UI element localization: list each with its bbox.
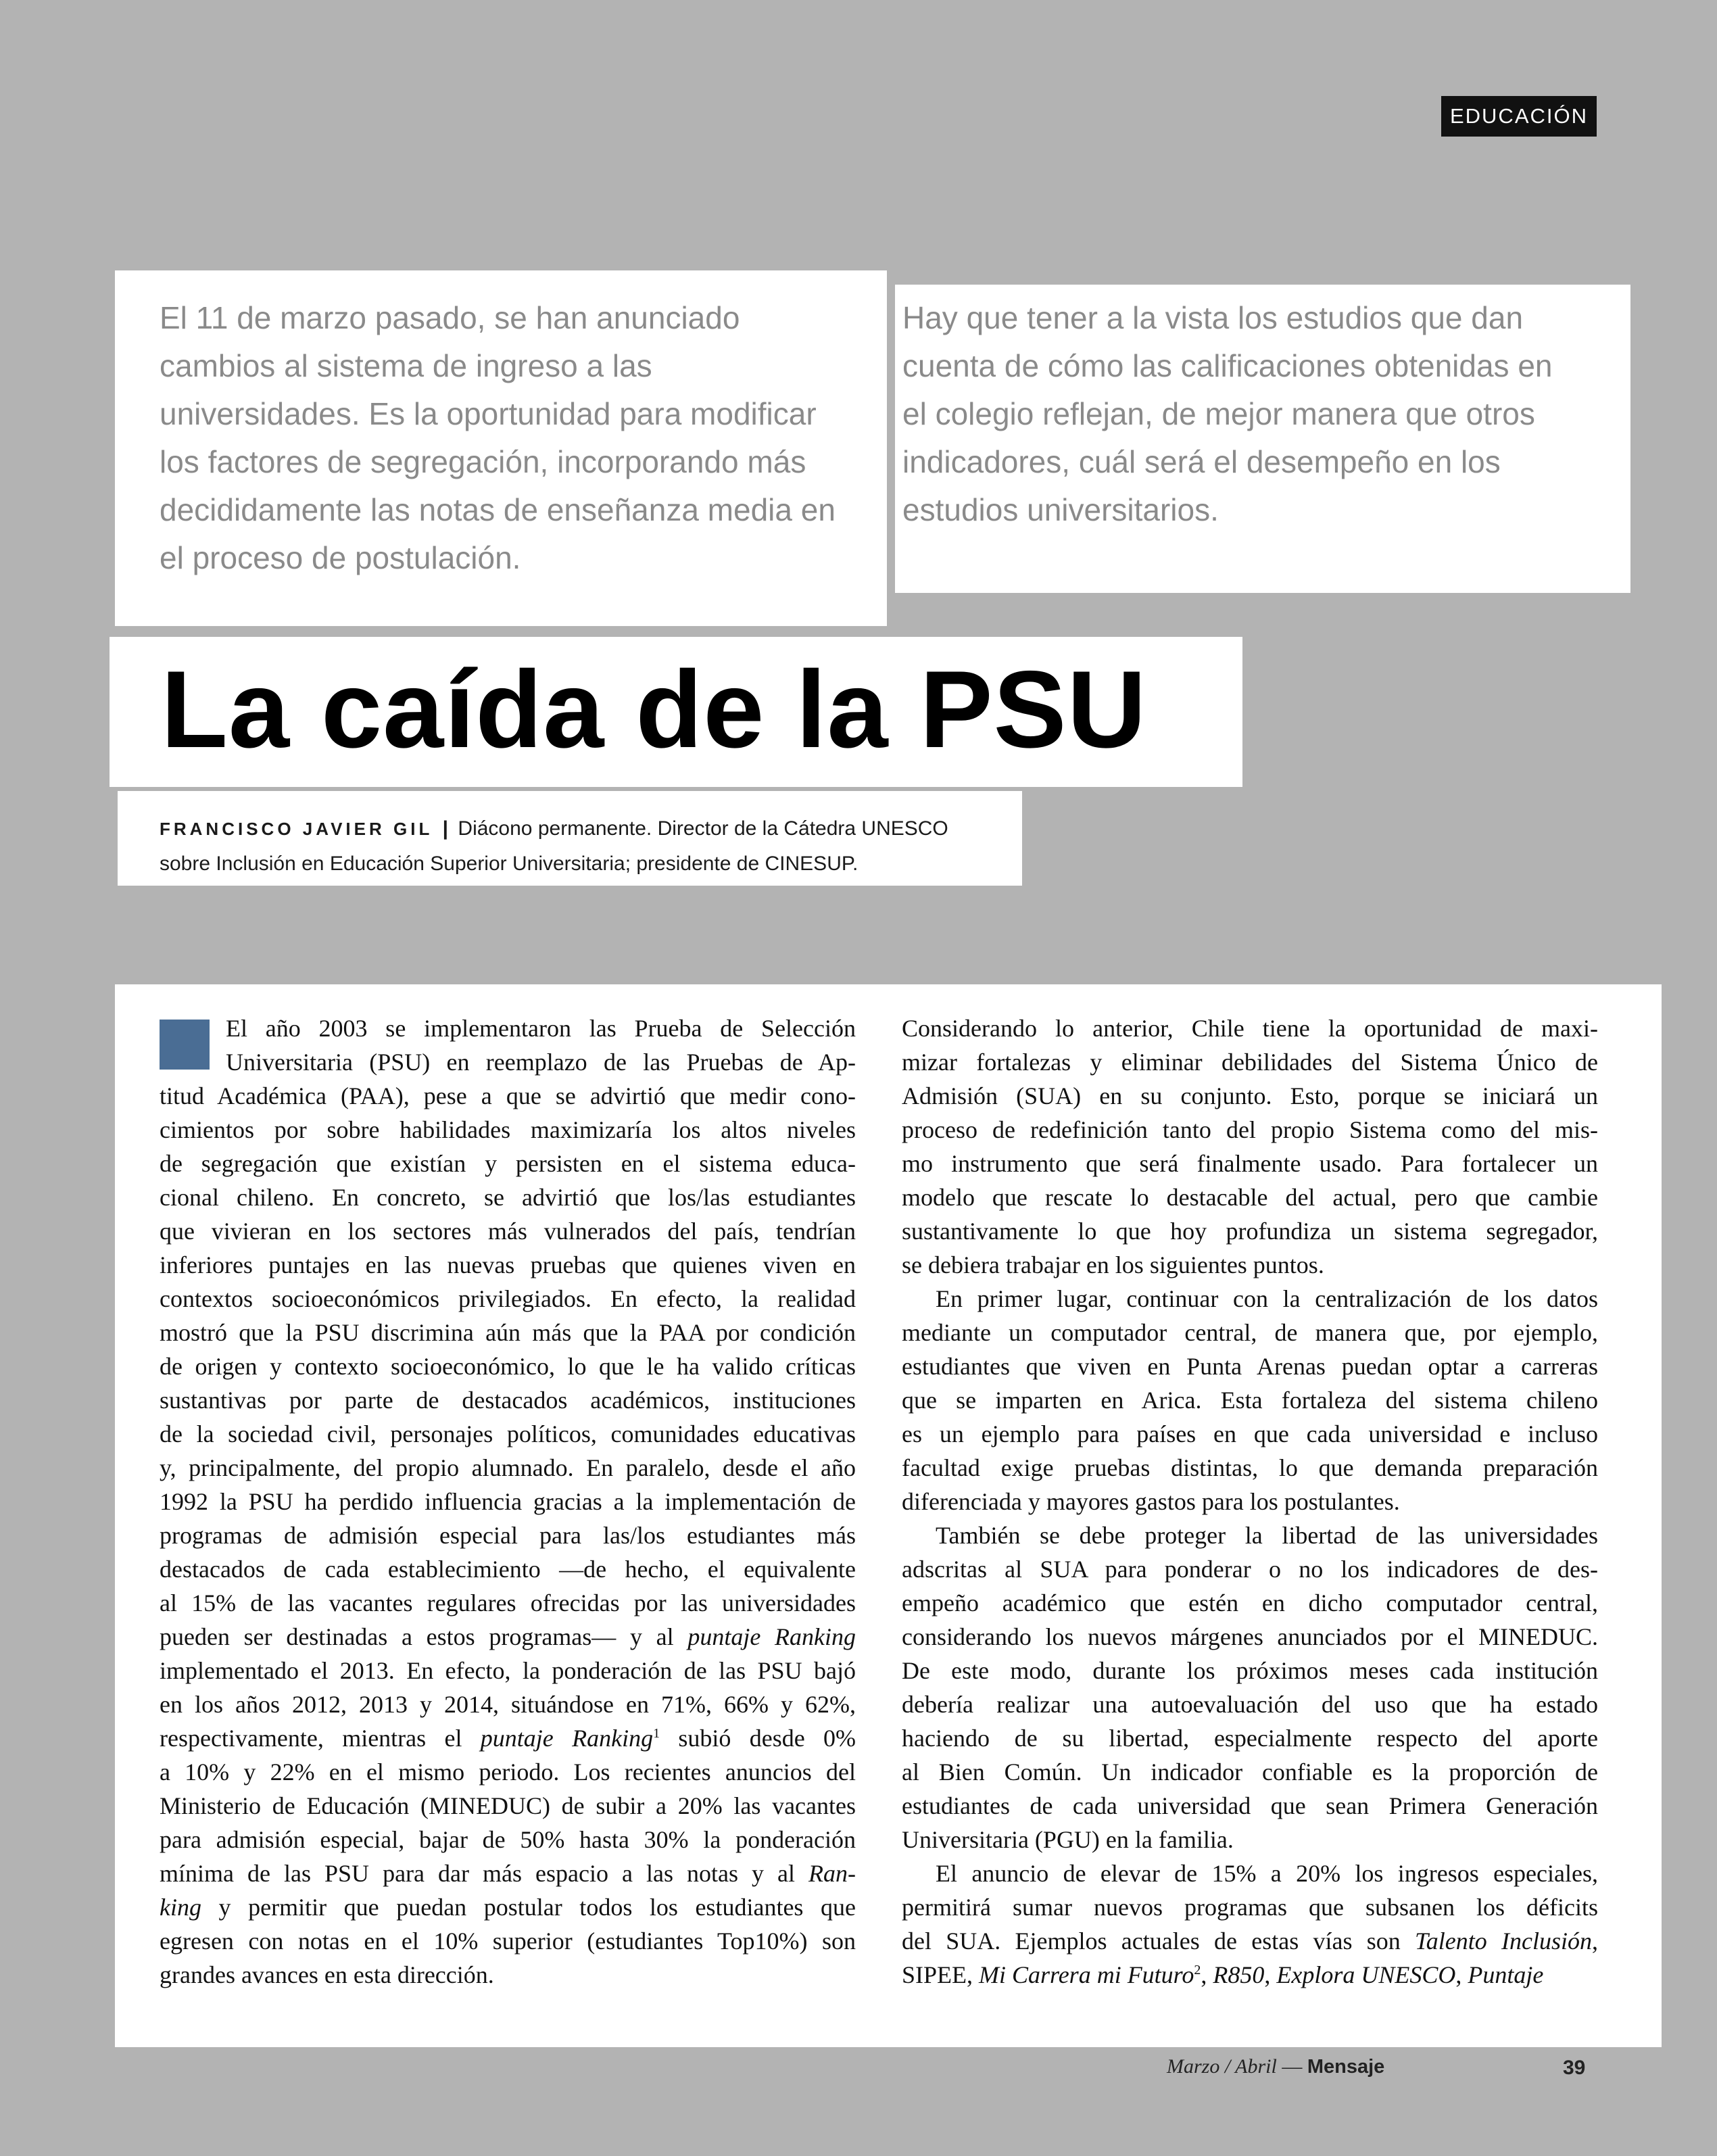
body-text-line: considerando los nuevos márgenes anunciados por el MINEDUC. — [902, 1623, 1598, 1650]
body-text-line: respectivamente, mientras el puntaje Ranking$^1$ subió desde 0% — [160, 1725, 856, 1752]
body-text-line: destacados de cada establecimiento —de hecho, el equivalente — [160, 1556, 856, 1583]
body-text-line: debería realizar una autoevaluación del uso que ha estado — [902, 1691, 1598, 1718]
byline-separator: | — [442, 817, 449, 840]
footer-dash: — — [1282, 2055, 1303, 2078]
body-text-line: y, principalmente, del propio alumnado. En paralelo, desde el año — [160, 1454, 856, 1481]
body-text-line: mínima de las PSU para dar más espacio a las notas y al Ran- — [160, 1860, 856, 1887]
issue-date: Marzo / Abril — [1167, 2055, 1277, 2078]
body-text-line: Admisión (SUA) en su conjunto. Esto, porque se iniciará un — [902, 1082, 1598, 1109]
body-text-line: 1992 la PSU ha perdido influencia gracias a la implementación de — [160, 1488, 856, 1515]
pull-quote-line: el colegio reflejan, de mejor manera que otros — [902, 396, 1535, 431]
pull-quote-line: el proceso de postulación. — [160, 540, 521, 575]
title-box — [110, 637, 1242, 787]
pull-quote-right — [895, 285, 1630, 593]
body-text-line: estudiantes de cada universidad que sean Primera Generación — [902, 1792, 1598, 1819]
body-text-line: facultad exige pruebas distintas, lo que demanda preparación — [902, 1454, 1598, 1481]
body-text-line: sustantivamente lo que hoy profundiza un sistema segregador, — [902, 1218, 1598, 1245]
pull-quote-line: decididamente las notas de enseñanza media en — [160, 492, 836, 527]
author-name: FRANCISCO JAVIER GIL — [160, 819, 433, 839]
body-text-line: proceso de redefinición tanto del propio Sistema como del mis- — [902, 1116, 1598, 1143]
pull-quote-line: cuenta de cómo las calificaciones obtenidas en — [902, 348, 1553, 383]
right-column — [902, 1011, 1598, 1992]
body-text-line: king y permitir que puedan postular todos los estudiantes que — [160, 1894, 856, 1921]
body-text-line: Universitaria (PGU) en la familia. — [902, 1826, 1234, 1853]
body-text-line: estudiantes que viven en Punta Arenas puedan optar a carreras — [902, 1353, 1598, 1380]
body-text-line: programas de admisión especial para las/los estudiantes más — [160, 1522, 856, 1549]
body-text-line: cimientos por sobre habilidades maximizaría los altos niveles — [160, 1116, 856, 1143]
body-text-line: de la sociedad civil, personajes políticos, comunidades educativas — [160, 1420, 856, 1447]
left-column — [160, 1011, 856, 1992]
magazine-name: Mensaje — [1307, 2056, 1385, 2078]
body-text-line: es un ejemplo para países en que cada universidad e incluso — [902, 1420, 1598, 1447]
pull-quote-line: los factores de segregación, incorporando más — [160, 444, 806, 479]
body-text-line: a 10% y 22% en el mismo periodo. Los recientes anuncios del — [160, 1758, 856, 1786]
body-text-line: para admisión especial, bajar de 50% hasta 30% la ponderación — [160, 1826, 856, 1853]
body-text-line: al 15% de las vacantes regulares ofrecidas por las universidades — [160, 1589, 856, 1616]
body-text-line: se debiera trabajar en los siguientes puntos. — [902, 1251, 1324, 1278]
body-text-line: mediante un computador central, de manera que, por ejemplo, — [902, 1319, 1598, 1346]
body-text-line: sustantivas por parte de destacados académicos, instituciones — [160, 1387, 856, 1414]
article-body — [115, 984, 1662, 2047]
body-text-line: de origen y contexto socioeconómico, lo que le ha valido críticas — [160, 1353, 856, 1380]
pull-quote-line: El 11 de marzo pasado, se han anunciado — [160, 300, 740, 335]
body-text-line: En primer lugar, continuar con la centralización de los datos — [936, 1285, 1598, 1312]
body-text-line: contextos socioeconómicos privilegiados. En efecto, la realidad — [160, 1285, 856, 1312]
body-text-line: pueden ser destinadas a estos programas— y al puntaje Ranking — [160, 1623, 856, 1650]
pull-quote-line: indicadores, cuál será el desempeño en los — [902, 444, 1501, 479]
body-text-line: inferiores puntajes en las nuevas pruebas que quienes viven en — [160, 1251, 856, 1278]
body-text-line: que vivieran en los sectores más vulnerados del país, tendrían — [160, 1218, 856, 1245]
pull-quote-line: Hay que tener a la vista los estudios que dan — [902, 300, 1524, 335]
body-text-line: del SUA. Ejemplos actuales de estas vías son Talento Inclusión, — [902, 1927, 1598, 1955]
body-text-line: cional chileno. En concreto, se advirtió que los/las estudiantes — [160, 1184, 856, 1211]
byline-line — [160, 811, 1022, 846]
body-text-line: Universitaria (PSU) en reemplazo de las Pruebas de Ap- — [226, 1049, 856, 1076]
body-text-line: grandes avances en esta dirección. — [160, 1961, 494, 1988]
author-bio: Diácono permanente. Director de la Cátedra UNESCO — [458, 817, 948, 840]
byline — [118, 791, 1022, 886]
body-text-line: que se imparten en Arica. Esta fortaleza del sistema chileno — [902, 1387, 1598, 1414]
body-text-line: De este modo, durante los próximos meses cada institución — [902, 1657, 1598, 1684]
page-number: 39 — [1563, 2057, 1586, 2079]
body-text-line: También se debe proteger la libertad de las universidades — [936, 1522, 1598, 1549]
pull-quote-line: cambios al sistema de ingreso a las — [160, 348, 652, 383]
body-text-line: SIPEE, Mi Carrera mi Futuro$^2$, R850, Explora UNESCO, Puntaje — [902, 1961, 1544, 1988]
footer-issue — [1167, 2055, 1384, 2078]
pull-quote-left — [115, 270, 887, 626]
section-tag: EDUCACIÓN — [1441, 96, 1597, 137]
body-text-line: Ministerio de Educación (MINEDUC) de subir a 20% las vacantes — [160, 1792, 856, 1819]
body-text-line: diferenciada y mayores gastos para los postulantes. — [902, 1488, 1400, 1515]
body-text-line: en los años 2012, 2013 y 2014, situándose en 71%, 66% y 62%, — [160, 1691, 856, 1718]
article-title: La caída de la PSU — [161, 648, 1147, 771]
body-text-line: mizar fortalezas y eliminar debilidades del Sistema Único de — [902, 1049, 1598, 1076]
body-text-line: modelo que rescate lo destacable del actual, pero que cambie — [902, 1184, 1598, 1211]
body-text-line: al Bien Común. Un indicador confiable es la proporción de — [902, 1758, 1598, 1786]
body-text-line: egresen con notas en el 10% superior (estudiantes Top10%) son — [160, 1927, 856, 1955]
body-text-line: permitirá sumar nuevos programas que subsanen los déficits — [902, 1894, 1598, 1921]
body-text-line: mostró que la PSU discrimina aún más que la PAA por condición — [160, 1319, 856, 1346]
body-text-line: haciendo de su libertad, especialmente respecto del aporte — [902, 1725, 1598, 1752]
body-text-line: mo instrumento que será finalmente usado. Para fortalecer un — [902, 1150, 1598, 1177]
body-text-line: titud Académica (PAA), pese a que se advirtió que medir cono- — [160, 1082, 856, 1109]
pull-quote-line: estudios universitarios. — [902, 492, 1219, 527]
body-text-line: El anuncio de elevar de 15% a 20% los ingresos especiales, — [936, 1860, 1598, 1887]
pull-quote-line: universidades. Es la oportunidad para modificar — [160, 396, 817, 431]
body-text-line: de segregación que existían y persisten en el sistema educa- — [160, 1150, 856, 1177]
body-text-line: Considerando lo anterior, Chile tiene la oportunidad de maxi- — [902, 1015, 1598, 1042]
body-text-line: El año 2003 se implementaron las Prueba de Selección — [226, 1015, 856, 1042]
body-text-line: adscritas al SUA para ponderar o no los indicadores de des- — [902, 1556, 1598, 1583]
author-bio-continued: sobre Inclusión en Educación Superior Universitaria; presidente de CINESUP. — [160, 853, 858, 875]
body-text-line: implementado el 2013. En efecto, la ponderación de las PSU bajó — [160, 1657, 856, 1684]
body-text-line: empeño académico que estén en dicho computador central, — [902, 1589, 1598, 1616]
